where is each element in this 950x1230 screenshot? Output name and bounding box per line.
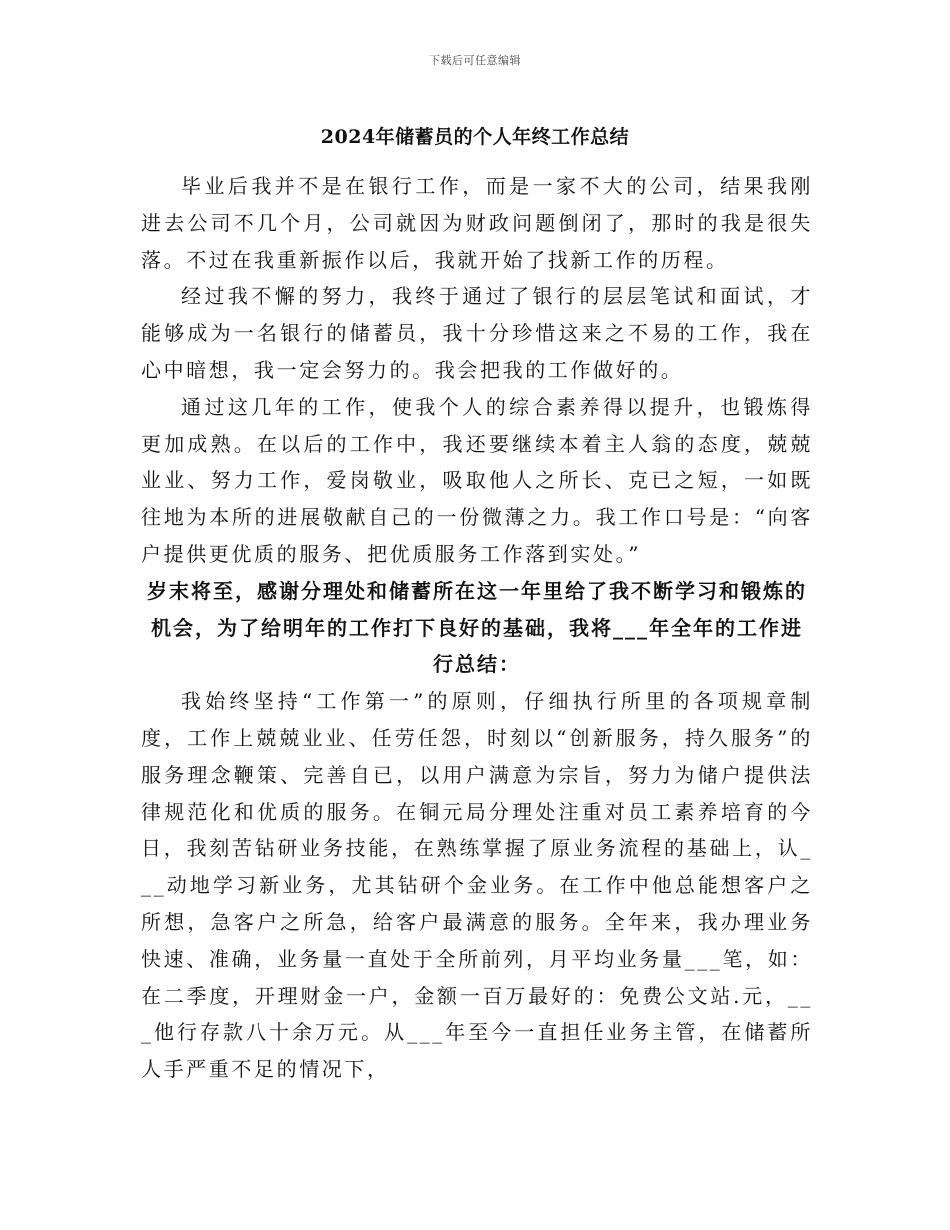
paragraph-work-details: 我始终坚持“工作第一”的原则，仔细执行所里的各项规章制度，工作上兢兢业业、任劳任怨，时刻以“创新服务，持久服务”的服务理念鞭策、完善自已，以用户满意为宗旨，努力为储户提供法律规范化和优质的服务。在铜元局分理处注重对员工素养培育的今日，我刻苦钻研业务技能，在熟练掌握了原业务流程的基础上，认___动地学习新业务，尤其钻研个金业务。在工作中他总能想客户之所想，急客户之所急，给客户最满意的服务。全年来，我办理业务快速、准确，业务量一直处于全所前列，月平均业务量___笔，如：在二季度，开理财金一户，金额一百万最好的：免费公文站.元，___他行存款八十余万元。从___年至今一直担任业务主管，在储蓄所人手严重不足的情况下， [141,689,813,1082]
paragraph-intro: 毕业后我并不是在银行工作，而是一家不大的公司，结果我刚进去公司不几个月，公司就因为财政问题倒闭了，那时的我是很失落。不过在我重新振作以后，我就开始了找新工作的历程。 [141,174,813,272]
document-body [141,168,813,1088]
paragraph-summary-heading: 岁末将至，感谢分理处和储蓄所在这一年里给了我不断学习和锻炼的机会，为了给明年的工作打下良好的基础，我将___年全年的工作进行总结： [147,578,807,677]
document-title: 2024年储蓄员的个人年终工作总结 [320,126,630,148]
paragraph-growth: 通过这几年的工作，使我个人的综合素养得以提升，也锻炼得更加成熟。在以后的工作中，我还要继续本着主人翁的态度，兢兢业业、努力工作，爱岗敬业，吸取他人之所长、克已之短，一如既往地为本所的进展敬献自己的一份微薄之力。我工作口号是：“向客户提供更优质的服务、把优质服务工作落到实处。” [141,394,813,566]
paragraph-bank-job: 经过我不懈的努力，我终于通过了银行的层层笔试和面试，才能够成为一名银行的储蓄员，我十分珍惜这来之不易的工作，我在心中暗想，我一定会努力的。我会把我的工作做好的。 [141,284,813,382]
header-note: 下载后可任意编辑 [429,54,521,67]
